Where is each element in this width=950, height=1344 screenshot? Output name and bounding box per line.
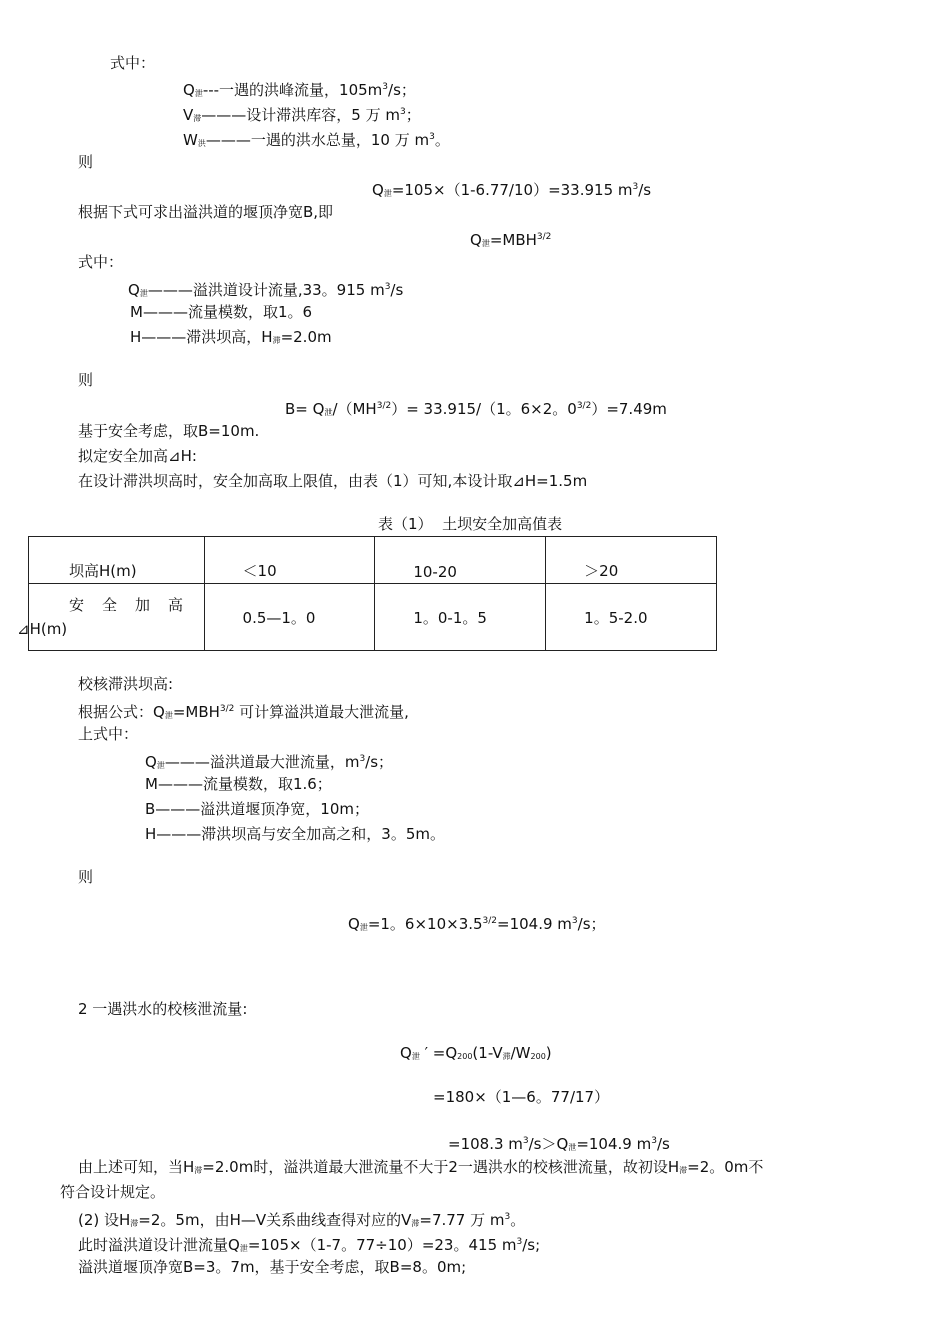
subscript: 泄 [156,761,165,770]
text: ———溢洪道最大泄流量，m [164,753,360,771]
subscript: 泄 [239,1244,248,1253]
subscript: 泄 [194,89,203,98]
text: ———溢洪道设计流量,33。915 m [147,281,385,299]
text: H———滞洪坝高，H [130,328,273,346]
superscript: 3 [384,282,391,292]
subscript: 滞 [130,1219,139,1228]
table-cell: 1。0-1。5 [375,584,546,651]
superscript: 3/2 [482,916,498,926]
text: 。 [434,131,450,149]
symbol: Q [128,281,140,299]
paragraph-line [78,1207,525,1234]
table-header-row [29,537,717,584]
text: (1-V [472,1044,503,1062]
subscript: 泄 [383,189,392,198]
superscript: 3 [399,107,406,117]
superscript: 3 [632,182,639,192]
superscript: 3 [516,1237,523,1247]
text-line: 则 [78,868,94,886]
subscript: 滞 [194,1166,203,1175]
subscript: 泄 [164,711,173,720]
subscript: 洪 [197,139,206,148]
definition-line [130,327,332,351]
formula-line [470,227,551,254]
formula-line [400,1043,552,1067]
subscript: 200 [457,1052,473,1061]
text: /（MH [332,400,377,418]
text-line: 根据下式可求出溢洪道的堰顶净宽B,即 [78,203,334,221]
text: =MBH [172,703,220,721]
text: /s； [365,753,394,771]
text-line: 上式中： [78,725,139,743]
text: =2.0m [280,328,332,346]
table-row-label [17,584,205,651]
text: =1。6×10×3.5 [367,915,483,933]
definition-line [183,127,450,154]
paragraph-line [78,1232,540,1259]
subscript: 滞 [272,336,281,345]
row-label-line: 安全加高 [69,596,202,614]
row-label-line: ⊿H(m) [17,620,68,638]
symbol: Q [470,231,482,249]
text: ---一遇的洪峰流量，105m [202,81,383,99]
formula-line: =180×（1—6。77/17） [433,1088,610,1106]
formula-line [285,396,667,423]
subscript: 泄 [411,1052,420,1061]
table-header-cell: 坝高H(m) [29,537,205,584]
definition-line: M———流量模数，取1.6； [145,775,332,793]
symbol: Q [348,915,360,933]
table-header-cell: ＜10 [204,537,375,584]
superscript: 3 [382,82,389,92]
safety-height-table [17,536,717,651]
formula-line [372,177,651,204]
text: =MBH [489,231,537,249]
text: /W [510,1044,531,1062]
text: 。 [510,1211,526,1229]
text: =2。0m不 [687,1158,764,1176]
table-cell: 0.5—1。0 [204,584,375,651]
text: B= Q [285,400,325,418]
text-line: 则 [78,371,94,389]
text-line: 拟定安全加高⊿H: [78,447,197,465]
text: ———设计滞洪库容，5 万 m [201,106,400,124]
text: 由上述可知，当H [78,1158,195,1176]
definition-line: M———流量模数，取1。6 [130,303,313,321]
text: /s [390,281,404,299]
table-header-cell: 10-20 [375,537,546,584]
text: ———一遇的洪水总量，10 万 m [205,131,430,149]
paragraph-line: 符合设计规定。 [60,1183,166,1201]
superscript: 3 [429,132,435,142]
table-caption: 表（1） 土坝安全加高值表 [378,515,563,533]
table-cell: 1。5-2.0 [546,584,717,651]
symbol: Q [183,81,195,99]
text: ； [405,106,421,124]
superscript: 3/2 [536,232,552,242]
subscript: 泄 [324,408,333,417]
text-line: 式中： [110,54,156,72]
text: /s； [577,915,606,933]
definition-line: B———溢洪道堰顶净宽，10m； [145,800,369,818]
subscript: 滞 [679,1166,688,1175]
text: =104.9 m [497,915,572,933]
paragraph-line: 溢洪道堰顶净宽B=3。7m，基于安全考虑，取B=8。0m; [78,1258,467,1276]
subscript: 泄 [481,239,490,248]
definition-line [183,77,416,104]
superscript: 3/2 [376,401,392,411]
superscript: 3/2 [576,401,592,411]
subscript: 泄 [139,289,148,298]
text: /s; [522,1236,541,1254]
definition-line [128,277,403,304]
text: 此时溢洪道设计泄流量Q [78,1236,240,1254]
symbol: W [183,131,198,149]
superscript: 3 [504,1212,511,1222]
text-line: 式中： [78,253,124,271]
formula-line [348,911,606,938]
subscript: 滞 [502,1052,511,1061]
text: 根据公式：Q [78,703,165,721]
text: =105×（1-6.77/10）=33.915 m [391,181,633,199]
text: ′ =Q [419,1044,458,1062]
text: =104.9 m [576,1135,652,1153]
symbol: Q [400,1044,412,1062]
text: /s； [388,81,416,99]
text: =105×（1-7。77÷10）=23。415 m [247,1236,517,1254]
text-line: 在设计滞洪坝高时，安全加高取上限值，由表（1）可知,本设计取⊿H=1.5m [78,472,588,490]
symbol: Q [372,181,384,199]
superscript: 3 [571,916,578,926]
text: =2。5m，由H—V关系曲线查得对应的V [138,1211,412,1229]
subscript: 滞 [193,114,202,123]
superscript: 3/2 [219,704,235,714]
symbol: V [183,106,194,124]
subscript: 泄 [359,923,368,932]
text: 可计算溢洪道最大泄流量, [234,703,409,721]
symbol: Q [145,753,157,771]
superscript: 3 [651,1136,657,1146]
text: /s [656,1135,670,1153]
section-heading: 2 一遇洪水的校核泄流量: [78,1000,248,1018]
text: ）=7.49m [591,400,667,418]
text: /s [638,181,652,199]
text: =7.77 万 m [419,1211,505,1229]
definition-line [145,749,393,776]
paragraph-line [78,1157,763,1181]
text: ) [545,1044,552,1062]
table-header-cell: ＞20 [546,537,717,584]
superscript: 3 [359,754,366,764]
text-line [78,699,409,726]
text: =108.3 m [448,1135,523,1153]
subscript: 滞 [411,1219,420,1228]
formula-line [448,1131,670,1158]
table-row [29,584,717,651]
text-line: 基于安全考虑，取B=10m. [78,422,260,440]
text: =2.0m时，溢洪道最大泄流量不大于2一遇洪水的校核泄流量，故初设H [202,1158,680,1176]
text: ）= 33.915/（1。6×2。0 [391,400,577,418]
definition-line [183,102,421,129]
text: (2) 设H [78,1211,131,1229]
subscript: 200 [530,1052,546,1061]
definition-line: H———滞洪坝高与安全加高之和，3。5m。 [145,825,445,843]
text: /s＞Q [528,1135,569,1153]
text-line: 则 [78,153,94,171]
superscript: 3 [522,1136,529,1146]
text-line: 校核滞洪坝高: [78,675,174,693]
subscript: 泄 [568,1143,577,1152]
